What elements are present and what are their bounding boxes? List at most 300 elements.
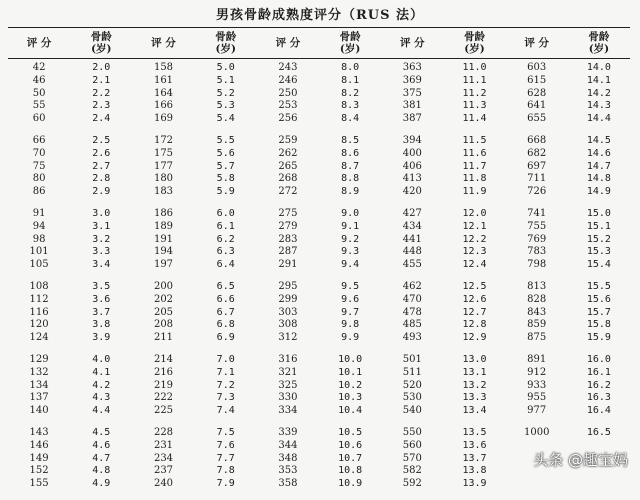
score-cell: 152 [29, 465, 49, 477]
bone-age-cell: 11.9 [462, 186, 487, 198]
score-cell: 66 [32, 134, 46, 146]
bone-age-cell: 6.8 [216, 319, 235, 331]
score-cell: 308 [278, 319, 298, 331]
score-cell: 46 [32, 74, 46, 86]
score-cell: 448 [402, 246, 422, 258]
score-cell: 42 [32, 62, 46, 73]
table-body [8, 59, 630, 491]
header-bone-age: 骨龄 (岁) [215, 31, 237, 55]
bone-age-cell: 10.4 [338, 405, 363, 417]
score-cell: 641 [527, 100, 547, 112]
score-cell: 225 [153, 405, 174, 417]
bone-age-cell: 15.9 [586, 332, 611, 344]
score-cell: 275 [278, 207, 298, 219]
bone-age-cell: 13.5 [462, 426, 487, 438]
bone-age-cell: 13.1 [462, 366, 487, 378]
bone-age-cell: 9.0 [341, 207, 360, 219]
score-cell: 325 [278, 379, 298, 391]
bone-age-cell: 12.6 [462, 293, 487, 305]
score-cell: 231 [153, 439, 174, 451]
bone-age-cell: 4.0 [92, 353, 111, 365]
bone-age-cell: 13.7 [462, 452, 487, 464]
header-score: 评 分 [151, 37, 176, 49]
score-cell: 303 [278, 306, 298, 318]
score-cell: 287 [278, 246, 298, 258]
bone-age-cell: 8.2 [341, 87, 360, 99]
score-cell: 164 [153, 87, 174, 99]
bone-age-cell: 4.7 [92, 452, 111, 464]
score-cell: 420 [402, 186, 422, 198]
score-cell: 200 [153, 280, 174, 292]
bone-age-cell: 8.7 [341, 160, 360, 172]
score-cell: 520 [402, 379, 422, 391]
score-cell: 219 [153, 379, 174, 391]
score-cell: 80 [32, 173, 46, 185]
table-row [8, 62, 630, 75]
score-cell: 321 [278, 366, 298, 378]
bone-age-cell: 9.2 [341, 233, 360, 245]
score-cell: 334 [278, 405, 298, 417]
bone-age-cell: 2.8 [92, 173, 111, 185]
bone-age-cell: 7.2 [216, 379, 235, 391]
score-cell: 933 [527, 379, 547, 391]
score-cell: 211 [153, 332, 174, 344]
score-cell: 478 [402, 306, 422, 318]
score-cell: 316 [278, 353, 298, 365]
bone-age-cell: 6.6 [216, 293, 235, 305]
bone-age-cell: 4.6 [92, 439, 111, 451]
bone-age-cell: 6.7 [216, 306, 235, 318]
header-bone-age: 骨龄 (岁) [339, 31, 361, 55]
bone-age-cell: 15.0 [586, 207, 611, 219]
bone-age-cell: 12.4 [462, 259, 487, 271]
score-cell: 668 [527, 134, 547, 146]
score-cell: 441 [402, 233, 422, 245]
bone-age-cell: 14.4 [586, 113, 611, 125]
score-cell: 843 [527, 306, 547, 318]
bone-age-cell [568, 478, 630, 491]
bone-age-cell: 3.0 [92, 207, 111, 219]
table-row [8, 75, 630, 88]
bone-age-cell: 3.9 [92, 332, 111, 344]
bone-age-cell: 14.0 [586, 62, 611, 73]
bone-age-cell: 2.1 [92, 74, 111, 86]
score-cell: 726 [527, 186, 547, 198]
bone-age-cell: 9.5 [341, 280, 360, 292]
score-cell: 191 [153, 233, 174, 245]
score-cell: 177 [153, 160, 174, 172]
bone-age-cell: 5.2 [216, 87, 235, 99]
score-table [8, 27, 630, 500]
score-cell: 348 [278, 452, 298, 464]
bone-age-cell: 15.5 [586, 280, 611, 292]
score-cell: 55 [32, 100, 46, 112]
bone-age-cell: 16.1 [586, 366, 611, 378]
score-cell: 132 [29, 366, 49, 378]
table-row [8, 478, 630, 491]
bone-age-cell: 7.0 [216, 353, 235, 365]
bone-age-cell: 7.9 [216, 478, 235, 490]
bone-age-cell: 15.1 [586, 220, 611, 232]
bone-age-cell: 4.5 [92, 426, 111, 438]
bone-age-cell: 5.5 [216, 134, 235, 146]
score-cell: 140 [29, 405, 49, 417]
score-cell: 172 [153, 134, 174, 146]
bone-age-cell: 10.8 [338, 465, 363, 477]
score-cell: 70 [32, 147, 46, 159]
bone-age-cell: 16.3 [586, 392, 611, 404]
score-cell: 755 [527, 220, 547, 232]
score-cell: 427 [402, 207, 422, 219]
score-cell: 124 [29, 332, 49, 344]
score-cell: 50 [32, 87, 46, 99]
bone-age-cell: 2.9 [92, 186, 111, 198]
score-cell: 363 [402, 62, 422, 73]
bone-age-cell: 14.1 [586, 74, 611, 86]
score-cell: 891 [527, 353, 547, 365]
bone-age-cell: 8.9 [341, 186, 360, 198]
score-cell: 813 [527, 280, 547, 292]
score-cell: 253 [278, 100, 298, 112]
score-cell: 697 [527, 160, 547, 172]
score-cell: 105 [29, 259, 49, 271]
score-cell: 295 [278, 280, 298, 292]
bone-age-cell: 10.1 [338, 366, 363, 378]
header-bone-age: 骨龄 (岁) [464, 31, 486, 55]
score-cell: 741 [527, 207, 547, 219]
score-cell: 180 [153, 173, 174, 185]
bone-age-cell: 6.5 [216, 280, 235, 292]
score-cell: 501 [402, 353, 422, 365]
score-cell: 158 [153, 62, 174, 73]
bone-age-cell: 10.6 [338, 439, 363, 451]
bone-age-cell: 14.7 [586, 160, 611, 172]
table-row [8, 161, 630, 174]
bone-age-cell: 8.3 [341, 100, 360, 112]
score-cell: 256 [278, 113, 298, 125]
table-row [8, 405, 630, 418]
bone-age-cell: 4.4 [92, 405, 111, 417]
bone-age-cell: 13.9 [462, 478, 487, 490]
score-cell: 146 [29, 439, 49, 451]
score-cell: 189 [153, 220, 174, 232]
header-score: 评 分 [275, 37, 301, 49]
table-row [8, 88, 630, 101]
table-row [8, 148, 630, 161]
score-cell: 268 [278, 173, 298, 185]
score-cell: 603 [527, 62, 547, 73]
score-cell [506, 478, 568, 491]
score-cell: 94 [32, 220, 46, 232]
bone-age-cell: 4.8 [92, 465, 111, 477]
bone-age-cell: 6.3 [216, 246, 235, 258]
bone-age-cell: 7.5 [216, 426, 235, 438]
bone-age-cell: 2.7 [92, 160, 111, 172]
bone-age-cell: 2.3 [92, 100, 111, 112]
bone-age-cell: 3.1 [92, 220, 111, 232]
row-group [8, 281, 630, 345]
table-row [8, 208, 630, 221]
bone-age-cell: 8.8 [341, 173, 360, 185]
table-row [8, 307, 630, 320]
table-row [8, 173, 630, 186]
bone-age-cell: 5.6 [216, 147, 235, 159]
bone-age-cell: 7.3 [216, 392, 235, 404]
table-row [8, 294, 630, 307]
bone-age-cell: 3.3 [92, 246, 111, 258]
bone-age-cell: 13.6 [462, 439, 487, 451]
bone-age-cell: 15.7 [586, 306, 611, 318]
bone-age-cell: 15.6 [586, 293, 611, 305]
score-cell: 462 [402, 280, 422, 292]
bone-age-cell: 12.3 [462, 246, 487, 258]
bone-age-cell: 9.7 [341, 306, 360, 318]
bone-age-cell: 7.7 [216, 452, 235, 464]
score-cell: 272 [278, 186, 298, 198]
bone-age-cell: 13.0 [462, 353, 487, 365]
bone-age-cell: 16.2 [586, 379, 611, 391]
header-bone-age: 骨龄 (岁) [588, 31, 610, 55]
score-cell: 214 [153, 353, 174, 365]
score-cell: 912 [527, 366, 547, 378]
score-cell: 493 [402, 332, 422, 344]
bone-age-cell: 16.5 [586, 426, 611, 438]
bone-age-cell: 13.4 [462, 405, 487, 417]
bone-age-cell: 8.0 [341, 62, 360, 73]
score-cell: 208 [153, 319, 174, 331]
row-group [8, 208, 630, 272]
score-cell: 291 [278, 259, 298, 271]
table-row [8, 259, 630, 272]
score-cell: 237 [153, 465, 174, 477]
score-cell: 977 [527, 405, 547, 417]
bone-age-cell: 12.1 [462, 220, 487, 232]
bone-age-cell: 8.1 [341, 74, 360, 86]
table-row [8, 380, 630, 393]
bone-age-cell: 3.4 [92, 259, 111, 271]
bone-age-cell: 9.8 [341, 319, 360, 331]
score-cell: 387 [402, 113, 422, 125]
score-cell: 1000 [524, 426, 550, 438]
bone-age-cell: 11.2 [462, 87, 487, 99]
score-cell: 186 [153, 207, 174, 219]
bone-age-cell: 5.3 [216, 100, 235, 112]
bone-age-cell: 13.2 [462, 379, 487, 391]
table-row [8, 221, 630, 234]
bone-age-cell: 8.4 [341, 113, 360, 125]
score-cell: 550 [402, 426, 422, 438]
score-cell: 149 [29, 452, 49, 464]
bone-age-cell: 12.2 [462, 233, 487, 245]
score-cell: 175 [153, 147, 174, 159]
score-cell: 91 [32, 207, 46, 219]
bone-age-cell: 6.4 [216, 259, 235, 271]
table-row [8, 113, 630, 126]
score-cell: 455 [402, 259, 422, 271]
bone-age-cell: 5.8 [216, 173, 235, 185]
bone-age-cell: 9.6 [341, 293, 360, 305]
bone-age-cell: 14.6 [586, 147, 611, 159]
score-cell: 155 [29, 478, 49, 490]
score-cell: 312 [278, 332, 298, 344]
bone-age-cell: 15.8 [586, 319, 611, 331]
bone-age-cell: 10.7 [338, 452, 363, 464]
score-cell: 769 [527, 233, 547, 245]
score-cell: 406 [402, 160, 422, 172]
table-row [8, 135, 630, 148]
bone-age-cell: 12.7 [462, 306, 487, 318]
bone-age-cell: 2.4 [92, 113, 111, 125]
score-cell: 250 [278, 87, 298, 99]
score-cell: 86 [32, 186, 46, 198]
score-cell: 134 [29, 379, 49, 391]
score-cell: 560 [402, 439, 422, 451]
score-cell: 166 [153, 100, 174, 112]
score-cell: 216 [153, 366, 174, 378]
bone-age-cell: 7.8 [216, 465, 235, 477]
bone-age-cell: 4.2 [92, 379, 111, 391]
bone-age-cell: 3.5 [92, 280, 111, 292]
score-cell: 485 [402, 319, 422, 331]
score-cell: 434 [402, 220, 422, 232]
bone-age-cell: 5.9 [216, 186, 235, 198]
score-cell: 711 [527, 173, 547, 185]
score-cell: 234 [153, 452, 174, 464]
table-row [8, 100, 630, 113]
bone-age-cell: 10.2 [338, 379, 363, 391]
header-score: 评 分 [26, 37, 52, 49]
bone-age-cell: 12.8 [462, 319, 487, 331]
bone-age-cell: 15.4 [586, 259, 611, 271]
score-cell: 120 [29, 319, 49, 331]
bone-age-cell: 3.7 [92, 306, 111, 318]
score-cell: 246 [278, 74, 298, 86]
score-cell: 299 [278, 293, 298, 305]
bone-age-cell: 15.3 [586, 246, 611, 258]
score-cell: 859 [527, 319, 547, 331]
bone-age-cell: 11.7 [462, 160, 487, 172]
bone-age-cell: 11.3 [462, 100, 487, 112]
score-cell: 129 [29, 353, 49, 365]
score-cell: 262 [278, 147, 298, 159]
score-cell: 511 [402, 366, 422, 378]
score-cell: 240 [153, 478, 174, 490]
score-cell: 183 [153, 186, 174, 198]
bone-age-cell: 6.1 [216, 220, 235, 232]
score-cell: 413 [402, 173, 422, 185]
score-cell: 592 [402, 478, 422, 490]
bone-age-cell: 5.7 [216, 160, 235, 172]
score-cell: 955 [527, 392, 547, 404]
bone-age-cell: 10.3 [338, 392, 363, 404]
score-cell: 540 [402, 405, 422, 417]
bone-age-cell: 14.5 [586, 134, 611, 146]
bone-age-cell: 7.4 [216, 405, 235, 417]
table-row [8, 281, 630, 294]
score-cell: 615 [527, 74, 547, 86]
score-cell: 161 [153, 74, 174, 86]
score-cell: 205 [153, 306, 174, 318]
bone-age-cell: 11.8 [462, 173, 487, 185]
row-group [8, 62, 630, 126]
watermark: 头条 @趣宝妈 [533, 451, 628, 469]
bone-age-cell: 10.0 [338, 353, 363, 365]
bone-age-cell: 5.0 [216, 62, 235, 73]
score-cell: 798 [527, 259, 547, 271]
table-row [8, 319, 630, 332]
bone-age-cell: 10.9 [338, 478, 363, 490]
bone-age-cell: 3.2 [92, 233, 111, 245]
score-cell: 875 [527, 332, 547, 344]
bone-age-cell: 2.5 [92, 134, 111, 146]
score-cell: 381 [402, 100, 422, 112]
bone-age-cell: 9.1 [341, 220, 360, 232]
table-row [8, 246, 630, 259]
score-cell: 394 [402, 134, 422, 146]
table-row [8, 332, 630, 345]
bone-age-cell: 3.6 [92, 293, 111, 305]
bone-age-cell: 11.0 [462, 62, 487, 73]
score-cell: 375 [402, 87, 422, 99]
table-row [8, 354, 630, 367]
table-header [8, 28, 630, 58]
bone-age-cell: 11.1 [462, 74, 487, 86]
page-title: 男孩骨龄成熟度评分（RUS 法） [215, 8, 425, 23]
score-cell: 202 [153, 293, 174, 305]
score-cell: 75 [32, 160, 46, 172]
score-cell: 279 [278, 220, 298, 232]
score-cell: 112 [29, 293, 49, 305]
bone-age-cell: 12.9 [462, 332, 487, 344]
bone-age-cell: 12.0 [462, 207, 487, 219]
score-cell: 400 [402, 147, 422, 159]
bone-age-cell: 11.4 [462, 113, 487, 125]
score-cell: 194 [153, 246, 174, 258]
score-cell: 330 [278, 392, 298, 404]
score-cell: 143 [29, 426, 49, 438]
bone-age-cell: 9.9 [341, 332, 360, 344]
score-cell: 353 [278, 465, 298, 477]
score-cell: 108 [29, 280, 49, 292]
score-cell: 197 [153, 259, 174, 271]
bone-age-cell: 11.5 [462, 134, 487, 146]
bone-age-cell: 9.4 [341, 259, 360, 271]
score-cell: 655 [527, 113, 547, 125]
score-cell: 369 [402, 74, 422, 86]
score-cell: 98 [32, 233, 46, 245]
score-cell: 470 [402, 293, 422, 305]
table-row [8, 392, 630, 405]
bone-age-cell: 2.2 [92, 87, 111, 99]
bone-age-cell: 14.8 [586, 173, 611, 185]
bone-age-cell: 5.1 [216, 74, 235, 86]
score-cell: 530 [402, 392, 422, 404]
bone-age-cell: 7.6 [216, 439, 235, 451]
bone-age-cell: 9.3 [341, 246, 360, 258]
score-cell: 283 [278, 233, 298, 245]
table-row [8, 427, 630, 440]
table-row [8, 234, 630, 247]
bone-age-cell: 14.2 [586, 87, 611, 99]
bone-age-cell: 13.8 [462, 465, 487, 477]
bone-age-cell: 10.5 [338, 426, 363, 438]
score-cell: 265 [278, 160, 298, 172]
score-cell: 570 [402, 452, 422, 464]
bone-age-cell: 7.1 [216, 366, 235, 378]
bone-age-cell: 14.3 [586, 100, 611, 112]
bone-age-cell: 3.8 [92, 319, 111, 331]
bone-age-cell: 4.1 [92, 366, 111, 378]
